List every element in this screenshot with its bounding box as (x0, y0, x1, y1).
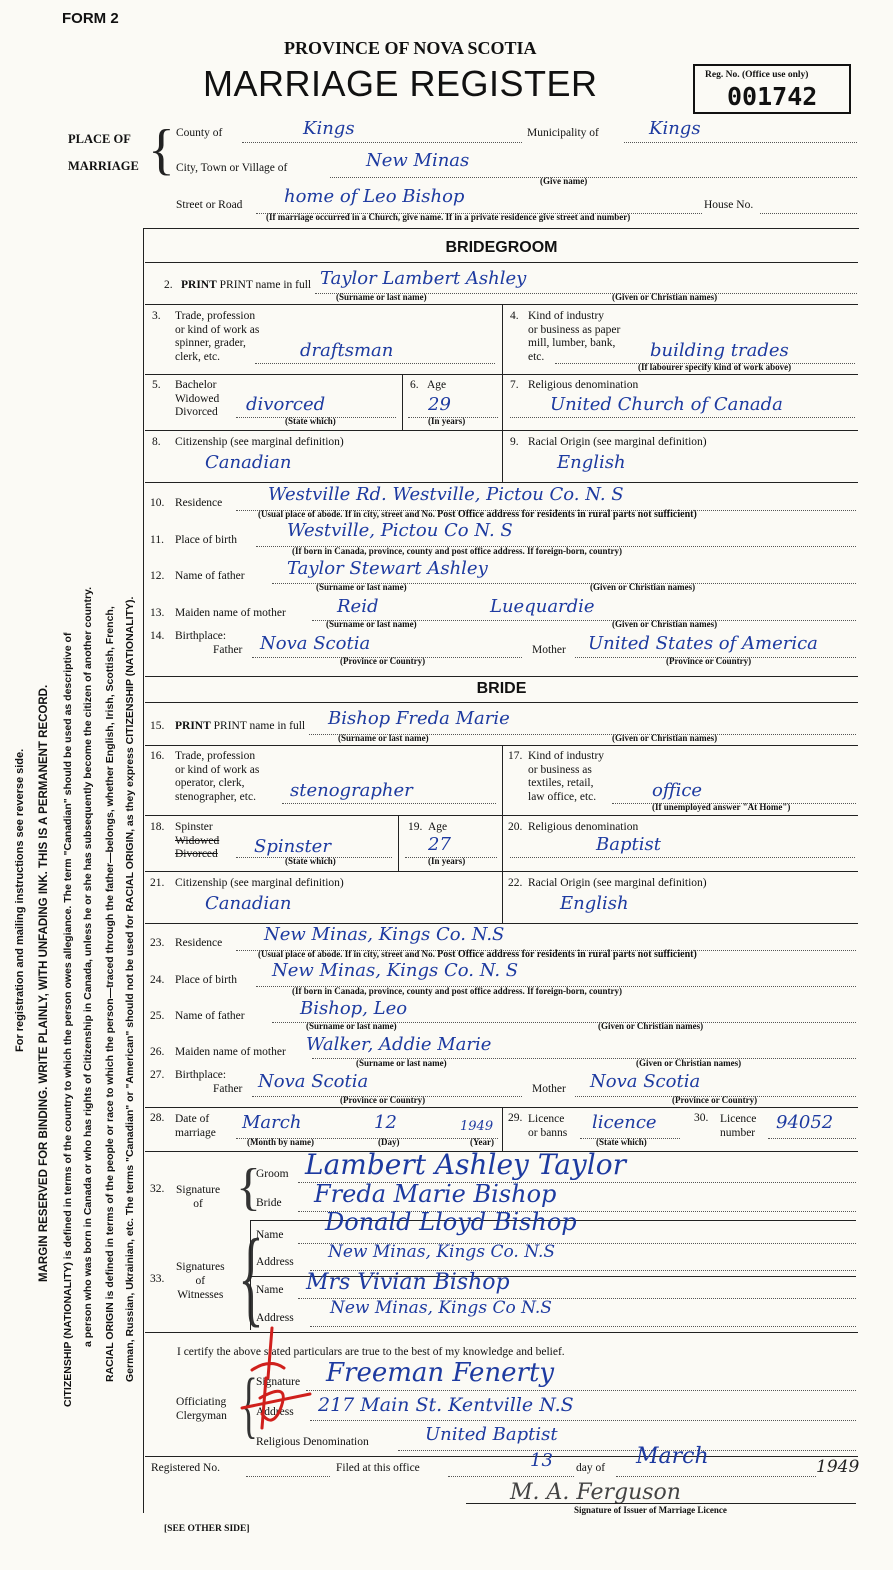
groom-father-birthplace: Nova Scotia (260, 633, 371, 654)
bride-mother-prov-note: (Province or Country) (672, 1095, 758, 1105)
certify-statement: I certify the above stated particulars are true to the best of my knowledge and belief. (177, 1346, 565, 1358)
q8-num: 8. (152, 436, 161, 448)
q27-father-label: Father (213, 1083, 243, 1095)
witness1-address-label: Address (256, 1256, 294, 1268)
issuer-signature: M. A. Ferguson (510, 1480, 681, 1505)
groom-father-given-note: (Given or Christian names) (590, 582, 696, 592)
q14-father-label: Father (213, 644, 243, 656)
q21-num: 21. (150, 877, 165, 889)
bride-residence: New Minas, Kings Co. N.S (264, 924, 505, 945)
q19-num: 19. (408, 821, 423, 833)
give-name-note: (Give name) (540, 176, 588, 186)
groom-in-years: (In years) (428, 416, 466, 426)
bride-name: Bishop Freda Marie (328, 708, 510, 729)
q12-num: 12. (150, 570, 165, 582)
q22-num: 22. (508, 877, 523, 889)
q28-num: 28. (150, 1112, 165, 1124)
bride-father: Bishop, Leo (300, 998, 408, 1019)
issuer-label: Signature of Issuer of Marriage Licence (574, 1505, 727, 1515)
q16-num: 16. (150, 750, 165, 762)
q24-num: 24. (150, 974, 165, 986)
q32-num: 32. (150, 1183, 165, 1195)
q13-label: Maiden name of mother (175, 607, 286, 619)
groom-father-prov-note: (Province or Country) (340, 656, 426, 666)
bride-mother-given-note: (Given or Christian names) (636, 1058, 742, 1068)
q8-label: Citizenship (see marginal definition) (175, 436, 344, 448)
q13-num: 13. (150, 607, 165, 619)
groom-religion: United Church of Canada (550, 394, 783, 415)
q17-label: Kind of industry or business as textiles, retail, law office, etc. (528, 750, 605, 803)
q6-num: 6. (410, 379, 419, 391)
municipality-value: Kings (649, 118, 701, 139)
bride-birthplace: New Minas, Kings Co. N. S (272, 960, 519, 981)
q3-label: Trade, profession or kind of work as spinner, grader, clerk, etc. (175, 310, 260, 363)
reg-no-value: 001742 (727, 82, 818, 111)
groom-name: Taylor Lambert Ashley (320, 268, 527, 289)
clergy-signature: Freeman Fenerty (326, 1358, 555, 1388)
bride-father-surname-note: (Surname or last name) (306, 1021, 397, 1031)
q16-label: Trade, profession or kind of work as operator, clerk, stenographer, etc. (175, 750, 260, 803)
q17-num: 17. (508, 750, 523, 762)
red-ink-mark (232, 1318, 322, 1438)
bride-sig-label: Bride (256, 1197, 282, 1209)
clergy-brace: { (240, 1364, 258, 1446)
q24-label: Place of birth (175, 974, 237, 986)
q27-label: Birthplace: (175, 1069, 227, 1081)
q33-num: 33. (150, 1273, 165, 1285)
groom-mother-prov-note: (Province or Country) (666, 656, 752, 666)
groom-mother-surname-note: (Surname or last name) (326, 619, 417, 629)
bride-marital-status: Spinster (254, 836, 331, 857)
bride-father-prov-note: (Province or Country) (340, 1095, 426, 1105)
groom-mother-surname: Reid (337, 596, 379, 617)
street-label: Street or Road (176, 199, 243, 211)
city-label: City, Town or Village of (176, 162, 288, 174)
q20-num: 20. (508, 821, 523, 833)
q30-num: 30. (694, 1112, 709, 1124)
q20-label: Religious denomination (528, 821, 639, 833)
filed-day: 13 (530, 1450, 553, 1471)
q25-num: 25. (150, 1010, 165, 1022)
q5-num: 5. (152, 379, 161, 391)
bride-residence-note: (Usual place of abode. If in city, street and No. Post Office address for residents in rural parts not sufficient) (258, 949, 697, 960)
margin-racial-def-2: German, Russian, Ukrainian, etc. The terms "Canadian" or "American" should not be used for RACIAL ORIGIN, as they express CITIZENSHIP (NATIONALITY). (124, 596, 136, 1382)
groom-given-note: (Given or Christian names) (612, 292, 718, 302)
place-of-marriage-label: PLACE OF MARRIAGE (68, 132, 139, 173)
bride-in-years: (In years) (428, 856, 466, 866)
groom-mother-given-note: (Given or Christian names) (612, 619, 718, 629)
licence-state-which: (State which) (596, 1137, 647, 1147)
groom-industry: building trades (650, 340, 789, 361)
bride-father-given-note: (Given or Christian names) (598, 1021, 704, 1031)
q22-label: Racial Origin (see marginal definition) (528, 877, 707, 889)
officiating-label: Officiating Clergyman (176, 1396, 227, 1422)
margin-citizenship-def-2: a person who was born in Canada or who has rights of Citizenship in Canada, unless he or she has subsequently become the citizen of another country. (82, 586, 94, 1347)
groom-surname-note: (Surname or last name) (336, 292, 427, 302)
q4-label: Kind of industry or business as paper mill, lumber, bank, etc. (528, 310, 621, 363)
margin-instructions: For registration and mailing instructions see reverse side. (14, 748, 26, 1052)
groom-mother-given: Luequardie (490, 596, 595, 617)
bride-given-note: (Given or Christian names) (612, 733, 718, 743)
q14-label: Birthplace: (175, 630, 227, 642)
day-note: (Day) (378, 1137, 400, 1147)
witness1-name-label: Name (256, 1229, 284, 1241)
q27-num: 27. (150, 1069, 165, 1081)
clergy-address: 217 Main St. Kentville N.S (318, 1394, 574, 1416)
bride-mother-surname-note: (Surname or last name) (356, 1058, 447, 1068)
bride-mother: Walker, Addie Marie (306, 1034, 492, 1055)
bride-citizenship: Canadian (205, 893, 292, 914)
bridegroom-heading: BRIDEGROOM (445, 239, 558, 256)
bride-signature: Freda Marie Bishop (314, 1180, 557, 1208)
q12-label: Name of father (175, 570, 245, 582)
year-note: (Year) (470, 1137, 494, 1147)
groom-age: 29 (428, 394, 451, 415)
bride-birth-note: (If born in Canada, province, county and post office address. If foreign-born, country) (292, 986, 623, 996)
groom-mother-birthplace: United States of America (588, 633, 818, 654)
page-title: MARRIAGE REGISTER (203, 63, 598, 104)
q15-label: PRINT PRINT name in full (175, 720, 306, 732)
county-label: County of (176, 127, 223, 139)
bride-racial-origin: English (560, 893, 629, 914)
q25-label: Name of father (175, 1010, 245, 1022)
q30-label: Licence number (720, 1113, 757, 1139)
q29-label: Licence or banns (528, 1113, 568, 1139)
groom-racial-origin: English (557, 452, 626, 473)
street-value: home of Leo Bishop (284, 186, 465, 207)
q9-num: 9. (510, 436, 519, 448)
q3-num: 3. (152, 310, 161, 322)
q4-num: 4. (510, 310, 519, 322)
licence-number: 94052 (776, 1112, 834, 1133)
registered-no-label: Registered No. (151, 1462, 220, 1474)
groom-birthplace: Westville, Pictou Co N. S (287, 520, 513, 541)
bride-trade: stenographer (290, 780, 413, 801)
groom-marital-status: divorced (246, 394, 326, 415)
groom-sig-label: Groom (256, 1168, 289, 1180)
county-value: Kings (303, 118, 355, 139)
witness2-address-label: Address (256, 1312, 294, 1324)
q11-num: 11. (150, 534, 164, 546)
q32-brace: { (236, 1159, 261, 1216)
groom-signature: Lambert Ashley Taylor (305, 1148, 626, 1181)
filed-month: March (636, 1444, 709, 1469)
margin-warning: MARGIN RESERVED FOR BINDING. WRITE PLAINLY, WITH UNFADING INK. THIS IS A PERMANENT RECORD. (38, 684, 50, 1282)
groom-father-surname-note: (Surname or last name) (316, 582, 407, 592)
day-of-label: day of (576, 1462, 606, 1474)
bride-mother-birthplace: Nova Scotia (590, 1071, 701, 1092)
clergy-address-label: Address (256, 1406, 294, 1418)
groom-father: Taylor Stewart Ashley (287, 558, 488, 579)
q33-brace: { (238, 1218, 264, 1337)
clergy-denomination-label: Religious Denomination (256, 1436, 369, 1448)
witness2-name: Mrs Vivian Bishop (306, 1270, 510, 1295)
house-no-label: House No. (704, 199, 754, 211)
q10-num: 10. (150, 497, 165, 509)
bride-heading: BRIDE (476, 680, 527, 697)
clergy-signature-label: Signature (256, 1376, 301, 1388)
q29-num: 29. (508, 1112, 523, 1124)
q32-label: Signature of (176, 1184, 221, 1210)
marriage-year: 1949 (460, 1119, 494, 1134)
municipality-label: Municipality of (527, 127, 599, 139)
q5-label: Bachelor Widowed Divorced (175, 379, 220, 418)
q7-num: 7. (510, 379, 519, 391)
witness1-address: New Minas, Kings Co. N.S (328, 1242, 556, 1262)
q26-num: 26. (150, 1046, 165, 1058)
reg-no-label: Reg. No. (Office use only) (705, 70, 809, 80)
margin-racial-def-1: RACIAL ORIGIN is defined in terms of the people or race to which the person—traced through the father—belongs, whether English, Irish, Scottish, French, (104, 606, 116, 1382)
q9-label: Racial Origin (see marginal definition) (528, 436, 707, 448)
q19-label: Age (428, 821, 448, 833)
groom-trade: draftsman (300, 340, 394, 361)
place-brace: { (148, 119, 175, 181)
q23-num: 23. (150, 937, 165, 949)
marriage-day: 12 (374, 1112, 397, 1133)
bride-father-birthplace: Nova Scotia (258, 1071, 369, 1092)
q14-mother-label: Mother (532, 644, 566, 656)
q4-note: (If labourer specify kind of work above) (638, 362, 792, 372)
bride-age: 27 (428, 834, 451, 855)
q27-mother-label: Mother (532, 1083, 566, 1095)
margin-citizenship-def-1: CITIZENSHIP (NATIONALITY) is defined in terms of the country to which the person owes allegiance. The term "Canadian" should be used as descriptive of (62, 632, 74, 1407)
form-number: FORM 2 (62, 10, 119, 27)
groom-birth-note: (If born in Canada, province, county and post office address. If foreign-born, country) (292, 546, 623, 556)
q23-label: Residence (175, 937, 223, 949)
street-note: (If marriage occurred in a Church, give name. If in a private residence give street and number) (266, 212, 631, 222)
q6-label: Age (427, 379, 447, 391)
witness1-name: Donald Lloyd Bishop (325, 1208, 577, 1236)
q17-note: (If unemployed answer "At Home") (652, 802, 791, 812)
witness2-name-label: Name (256, 1284, 284, 1296)
reg-no-box (693, 64, 851, 114)
city-value: New Minas (366, 150, 470, 171)
filed-year: 1949 (816, 1457, 860, 1477)
groom-state-which: (State which) (285, 416, 336, 426)
q18-num: 18. (150, 821, 165, 833)
q11-label: Place of birth (175, 534, 237, 546)
bride-surname-note: (Surname or last name) (338, 733, 429, 743)
month-note: (Month by name) (247, 1137, 314, 1147)
groom-residence-note: (Usual place of abode. If in city, street and No. Post Office address for residents in rural parts not sufficient) (258, 509, 697, 520)
clergy-denomination: United Baptist (425, 1424, 558, 1445)
q2-label: PRINT PRINT name in full (181, 279, 312, 291)
licence-type: licence (592, 1112, 657, 1133)
groom-residence: Westville Rd. Westville, Pictou Co. N. S (268, 484, 624, 505)
q26-label: Maiden name of mother (175, 1046, 286, 1058)
q7-label: Religious denomination (528, 379, 639, 391)
marriage-month: March (242, 1112, 302, 1133)
q14-num: 14. (150, 630, 165, 642)
witness2-address: New Minas, Kings Co N.S (330, 1298, 552, 1318)
q2-num: 2. (164, 279, 173, 291)
q33-label: Signatures of Witnesses (176, 1261, 225, 1301)
q28-label: Date of marriage (175, 1113, 216, 1139)
bride-religion: Baptist (596, 834, 661, 855)
province-heading: PROVINCE OF NOVA SCOTIA (284, 38, 537, 58)
bride-industry: office (652, 780, 703, 801)
bride-state-which: (State which) (285, 856, 336, 866)
see-other-side: [SEE OTHER SIDE] (164, 1524, 250, 1534)
q15-num: 15. (150, 720, 165, 732)
q21-label: Citizenship (see marginal definition) (175, 877, 344, 889)
q18-label: Spinster Widowed Divorced (175, 821, 220, 860)
groom-citizenship: Canadian (205, 452, 292, 473)
q10-label: Residence (175, 497, 223, 509)
filed-label: Filed at this office (336, 1462, 420, 1474)
